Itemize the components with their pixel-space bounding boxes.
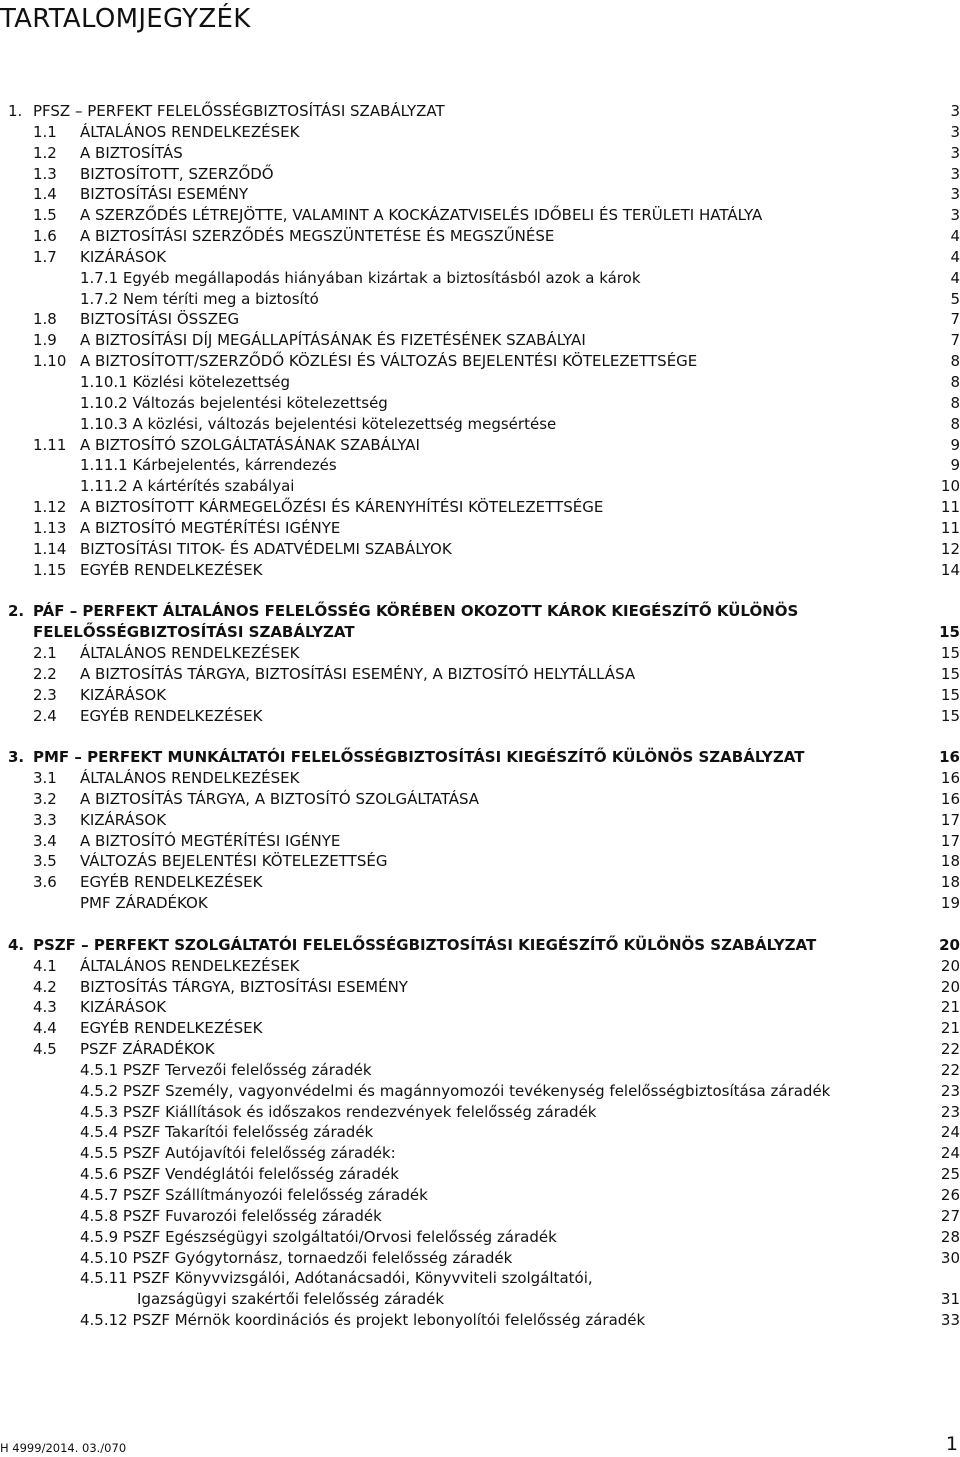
toc-entry-title: ÁLTALÁNOS RENDELKEZÉSEK — [80, 769, 300, 788]
toc-entry-page: 31 — [940, 1290, 960, 1309]
toc-entry-title: A BIZTOSÍTÁS TÁRGYA, A BIZTOSÍTÓ SZOLGÁLTATÁSA — [80, 789, 480, 808]
toc-entry-page: 7 — [950, 310, 960, 329]
toc-entry-page: 3 — [950, 206, 960, 225]
toc-entry[interactable] — [0, 1289, 960, 1310]
toc-entry-title: 4.5.8 PSZF Fuvarozói felelősség záradék — [80, 1206, 382, 1225]
toc-entry-page: 5 — [950, 289, 960, 308]
toc-entry-title: 4.5.5 PSZF Autójavítói felelősség záradék: — [80, 1144, 396, 1163]
toc-entry[interactable] — [0, 872, 960, 893]
toc-entry[interactable] — [0, 1102, 960, 1123]
toc-entry[interactable] — [0, 184, 960, 205]
toc-entry[interactable] — [0, 1227, 960, 1248]
toc-entry-page: 22 — [940, 1060, 960, 1079]
toc-entry-title: 4.5.2 PSZF Személy, vagyonvédelmi és magánnyomozói tevékenység felelősségbiztosítása záradék — [80, 1081, 831, 1100]
toc-entry[interactable] — [0, 205, 960, 226]
toc-entry-title: EGYÉB RENDELKEZÉSEK — [80, 560, 263, 579]
toc-entry[interactable] — [0, 643, 960, 664]
toc-entry-title: 4.5.6 PSZF Vendéglátói felelősség záradék — [80, 1165, 399, 1184]
toc-entry-title: A BIZTOSÍTÓ MEGTÉRÍTÉSI IGÉNYE — [80, 831, 341, 850]
toc-entry-number: 3.4 — [33, 831, 57, 850]
toc-entry-title: ÁLTALÁNOS RENDELKEZÉSEK — [80, 122, 300, 141]
toc-entry-title: EGYÉB RENDELKEZÉSEK — [80, 1019, 263, 1038]
toc-entry-title: BIZTOSÍTOTT, SZERZŐDŐ — [80, 164, 274, 183]
toc-entry-page: 30 — [940, 1248, 960, 1267]
toc-entry-number: 1.15 — [33, 560, 67, 579]
toc-entry-number: 1.6 — [33, 227, 57, 246]
toc-entry-title: EGYÉB RENDELKEZÉSEK — [80, 873, 263, 892]
toc-entry[interactable] — [0, 664, 960, 685]
toc-entry-page: 26 — [940, 1186, 960, 1205]
toc-entry[interactable] — [0, 268, 960, 289]
toc-entry-title: VÁLTOZÁS BEJELENTÉSI KÖTELEZETTSÉG — [80, 852, 388, 871]
toc-entry-title: 4.5.4 PSZF Takarítói felelősség záradék — [80, 1123, 374, 1142]
toc-entry-number: 1. — [8, 102, 23, 120]
toc-entry-title: 4.5.1 PSZF Tervezői felelősség záradék — [80, 1060, 372, 1079]
toc-entry[interactable] — [0, 393, 960, 414]
toc-entry-title: A BIZTOSÍTÓ SZOLGÁLTATÁSÁNAK SZABÁLYAI — [80, 435, 420, 454]
toc-entry[interactable] — [0, 330, 960, 351]
toc-entry[interactable] — [0, 289, 960, 310]
toc-entry-page: 27 — [940, 1206, 960, 1225]
toc-entry-number: 1.7 — [33, 247, 57, 266]
toc-entry-title: A SZERZŐDÉS LÉTREJÖTTE, VALAMINT A KOCKÁZATVISELÉS IDŐBELI ÉS TERÜLETI HATÁLYA — [80, 206, 763, 225]
toc-entry[interactable] — [0, 247, 960, 268]
toc-entry-number: 1.9 — [33, 331, 57, 350]
toc-entry-title: 1.11.1 Kárbejelentés, kárrendezés — [80, 456, 337, 475]
toc-entry-number: 1.1 — [33, 122, 57, 141]
page-title: TARTALOMJEGYZÉK — [0, 4, 251, 34]
toc-entry-page: 17 — [940, 831, 960, 850]
toc-entry-title: KIZÁRÁSOK — [80, 810, 167, 829]
toc-entry-number: 1.8 — [33, 310, 57, 329]
toc-entry[interactable] — [0, 706, 960, 727]
toc-entry-title: EGYÉB RENDELKEZÉSEK — [80, 706, 263, 725]
toc-entry-title: 1.11.2 A kártérítés szabályai — [80, 477, 295, 496]
toc-entry-page: 20 — [940, 956, 960, 975]
toc-entry-page: 15 — [940, 664, 960, 683]
toc-entry-page: 8 — [950, 414, 960, 433]
toc-entry-page: 16 — [940, 789, 960, 808]
toc-entry-title: PSZF ZÁRADÉKOK — [80, 1040, 215, 1059]
toc-entry-page: 33 — [940, 1311, 960, 1330]
toc-entry-page: 10 — [940, 477, 960, 496]
toc-entry-title: A BIZTOSÍTÁSI DÍJ MEGÁLLAPÍTÁSÁNAK ÉS FIZETÉSÉNEK SZABÁLYAI — [80, 331, 586, 350]
toc-entry-title: KIZÁRÁSOK — [80, 247, 167, 266]
toc-entry-title: 1.10.3 A közlési, változás bejelentési kötelezettség megsértése — [80, 414, 557, 433]
toc-entry[interactable] — [0, 601, 960, 622]
toc-entry-number: 1.10 — [33, 352, 67, 371]
toc-entry-number: 3.3 — [33, 810, 57, 829]
toc-entry-number: 3. — [8, 748, 25, 767]
toc-entry-title: PSZF – PERFEKT SZOLGÁLTATÓI FELELŐSSÉGBIZTOSÍTÁSI KIEGÉSZÍTŐ KÜLÖNÖS SZABÁLYZAT — [33, 935, 817, 954]
toc-entry-page: 7 — [950, 331, 960, 350]
toc-entry[interactable] — [0, 1164, 960, 1185]
toc-entry-page: 22 — [940, 1040, 960, 1059]
toc-entry-number: 4.2 — [33, 977, 57, 996]
toc-entry[interactable] — [0, 1268, 960, 1289]
toc-entry-number: 2.2 — [33, 664, 57, 683]
toc-entry-title: A BIZTOSÍTÁSI SZERZŐDÉS MEGSZÜNTETÉSE ÉS MEGSZŰNÉSE — [80, 227, 555, 246]
toc-entry-number: 4. — [8, 935, 25, 954]
toc-entry-page: 15 — [940, 706, 960, 725]
toc-entry-page: 17 — [940, 810, 960, 829]
toc-entry-page: 3 — [950, 185, 960, 204]
toc-entry[interactable] — [0, 518, 960, 539]
toc-entry-page: 15 — [940, 685, 960, 704]
toc-entry[interactable] — [0, 1185, 960, 1206]
toc-entry-number: 1.13 — [33, 518, 67, 537]
toc-entry-number: 4.5 — [33, 1040, 57, 1059]
toc-entry[interactable] — [0, 622, 960, 643]
toc-entry[interactable] — [0, 372, 960, 393]
toc-entry-number: 2.1 — [33, 643, 57, 662]
toc-entry-title: FELELŐSSÉGBIZTOSÍTÁSI SZABÁLYZAT — [33, 623, 355, 642]
toc-entry-page: 19 — [940, 894, 960, 913]
toc-entry-title: PMF – PERFEKT MUNKÁLTATÓI FELELŐSSÉGBIZTOSÍTÁSI KIEGÉSZÍTŐ KÜLÖNÖS SZABÁLYZAT — [33, 748, 805, 767]
toc-entry[interactable] — [0, 1310, 960, 1331]
toc-entry-title: A BIZTOSÍTOTT/SZERZŐDŐ KÖZLÉSI ÉS VÁLTOZÁS BEJELENTÉSI KÖTELEZETTSÉGE — [80, 352, 698, 371]
toc-entry-page: 11 — [940, 518, 960, 537]
toc-entry-page: 11 — [940, 498, 960, 517]
toc-entry[interactable] — [0, 789, 960, 810]
toc-entry[interactable] — [0, 1018, 960, 1039]
toc-entry-title: 1.10.1 Közlési kötelezettség — [80, 372, 291, 391]
toc-entry-title: A BIZTOSÍTÓ MEGTÉRÍTÉSI IGÉNYE — [80, 518, 341, 537]
toc-entry-page: 16 — [940, 769, 960, 788]
toc-entry-title: PFSZ – PERFEKT FELELŐSSÉGBIZTOSÍTÁSI SZABÁLYZAT — [33, 102, 445, 120]
toc-entry[interactable] — [0, 414, 960, 435]
toc-entry-number: 4.1 — [33, 956, 57, 975]
toc-entry-title: 1.7.2 Nem téríti meg a biztosító — [80, 289, 319, 308]
toc-entry-number: 1.5 — [33, 206, 57, 225]
toc-entry[interactable] — [0, 935, 960, 956]
toc-entry[interactable] — [0, 1206, 960, 1227]
toc-entry-page: 23 — [940, 1102, 960, 1121]
toc-entry[interactable] — [0, 164, 960, 185]
toc-entry-number: 1.3 — [33, 164, 57, 183]
toc-entry-number: 2. — [8, 602, 25, 621]
toc-entry-page: 4 — [950, 268, 960, 287]
toc-entry[interactable] — [0, 101, 960, 122]
toc-entry-page: 4 — [950, 247, 960, 266]
toc-entry-number: 1.14 — [33, 539, 67, 558]
toc-entry-number: 3.1 — [33, 769, 57, 788]
toc-entry-page: 12 — [940, 539, 960, 558]
toc-entry-title: PÁF – PERFEKT ÁLTALÁNOS FELELŐSSÉG KÖRÉBEN OKOZOTT KÁROK KIEGÉSZÍTŐ KÜLÖNÖS — [33, 602, 799, 621]
toc-entry[interactable] — [0, 122, 960, 143]
toc-entry[interactable] — [0, 831, 960, 852]
toc-entry-page: 4 — [950, 227, 960, 246]
toc-entry[interactable] — [0, 997, 960, 1018]
toc-entry-page: 28 — [940, 1227, 960, 1246]
toc-entry[interactable] — [0, 1143, 960, 1164]
toc-entry[interactable] — [0, 560, 960, 581]
toc-entry-page: 20 — [939, 935, 960, 954]
toc-entry[interactable] — [0, 435, 960, 456]
toc-entry-page: 3 — [950, 102, 960, 120]
toc-entry-page: 8 — [950, 393, 960, 412]
toc-entry-title: 1.7.1 Egyéb megállapodás hiányában kizártak a biztosításból azok a károk — [80, 268, 641, 287]
toc-entry-page: 20 — [940, 977, 960, 996]
toc-entry-page: 21 — [940, 998, 960, 1017]
toc-entry-title: BIZTOSÍTÁS TÁRGYA, BIZTOSÍTÁSI ESEMÉNY — [80, 977, 408, 996]
toc-entry-title: 4.5.10 PSZF Gyógytornász, tornaedzői felelősség záradék — [80, 1248, 513, 1267]
toc-entry-number: 1.2 — [33, 143, 57, 162]
toc-entry-title: 4.5.3 PSZF Kiállítások és időszakos rendezvények felelősség záradék — [80, 1102, 597, 1121]
toc-entry-title: 4.5.9 PSZF Egészségügyi szolgáltatói/Orvosi felelősség záradék — [80, 1227, 557, 1246]
toc-entry-page: 15 — [940, 643, 960, 662]
toc-entry-page: 24 — [940, 1144, 960, 1163]
toc-entry-title: PMF ZÁRADÉKOK — [80, 894, 208, 913]
toc-entry[interactable] — [0, 685, 960, 706]
toc-entry-title: A BIZTOSÍTÁS TÁRGYA, BIZTOSÍTÁSI ESEMÉNY, A BIZTOSÍTÓ HELYTÁLLÁSA — [80, 664, 636, 683]
toc-entry[interactable] — [0, 1081, 960, 1102]
toc-entry[interactable] — [0, 1060, 960, 1081]
toc-entry[interactable] — [0, 977, 960, 998]
toc-entry[interactable] — [0, 851, 960, 872]
toc-entry[interactable] — [0, 309, 960, 330]
toc-entry[interactable] — [0, 747, 960, 768]
toc-entry-number: 4.3 — [33, 998, 57, 1017]
toc-entry-page: 3 — [950, 143, 960, 162]
toc-entry-page: 9 — [950, 456, 960, 475]
toc-entry-page: 3 — [950, 164, 960, 183]
toc-entry-page: 18 — [940, 852, 960, 871]
toc-entry-title: Igazságügyi szakértői felelősség záradék — [137, 1290, 445, 1309]
toc-entry-number: 2.3 — [33, 685, 57, 704]
toc-entry[interactable] — [0, 893, 960, 914]
toc-entry[interactable] — [0, 143, 960, 164]
toc-entry[interactable] — [0, 1248, 960, 1269]
toc-entry[interactable] — [0, 768, 960, 789]
toc-entry-number: 1.4 — [33, 185, 57, 204]
toc-entry-page: 9 — [950, 435, 960, 454]
toc-entry[interactable] — [0, 226, 960, 247]
toc-entry[interactable] — [0, 476, 960, 497]
toc-entry[interactable] — [0, 1039, 960, 1060]
toc-entry-page: 24 — [940, 1123, 960, 1142]
page-number: 1 — [945, 1433, 958, 1455]
toc-entry-number: 3.5 — [33, 852, 57, 871]
toc-entry-title: ÁLTALÁNOS RENDELKEZÉSEK — [80, 643, 300, 662]
toc-entry-title: KIZÁRÁSOK — [80, 685, 167, 704]
toc-entry-page: 16 — [939, 748, 960, 767]
toc-entry-number: 2.4 — [33, 706, 57, 725]
toc-entry-title: KIZÁRÁSOK — [80, 998, 167, 1017]
toc-entry[interactable] — [0, 455, 960, 476]
toc-entry-page: 25 — [940, 1165, 960, 1184]
toc-entry[interactable] — [0, 810, 960, 831]
table-of-contents — [0, 101, 960, 1331]
toc-entry-number: 4.4 — [33, 1019, 57, 1038]
toc-entry-title: ÁLTALÁNOS RENDELKEZÉSEK — [80, 956, 300, 975]
toc-entry-page: 21 — [940, 1019, 960, 1038]
toc-entry-page: 14 — [940, 560, 960, 579]
toc-entry[interactable] — [0, 497, 960, 518]
toc-entry-page: 23 — [940, 1081, 960, 1100]
toc-entry[interactable] — [0, 956, 960, 977]
toc-entry-number: 3.2 — [33, 789, 57, 808]
toc-entry-page: 15 — [939, 623, 960, 642]
toc-entry-title: BIZTOSÍTÁSI TITOK- ÉS ADATVÉDELMI SZABÁLYOK — [80, 539, 452, 558]
toc-entry[interactable] — [0, 539, 960, 560]
document-code: H 4999/2014. 03./070 — [0, 1441, 127, 1455]
toc-entry-title: 4.5.11 PSZF Könyvvizsgálói, Adótanácsadói, Könyvviteli szolgáltatói, — [80, 1269, 593, 1288]
toc-entry-page: 18 — [940, 873, 960, 892]
toc-entry-page: 3 — [950, 122, 960, 141]
toc-entry-title: A BIZTOSÍTÁS — [80, 143, 183, 162]
toc-entry-title: 1.10.2 Változás bejelentési kötelezettség — [80, 393, 388, 412]
toc-entry-title: BIZTOSÍTÁSI ESEMÉNY — [80, 185, 249, 204]
toc-entry-title: 4.5.12 PSZF Mérnök koordinációs és projekt lebonyolítói felelősség záradék — [80, 1311, 646, 1330]
toc-entry-number: 3.6 — [33, 873, 57, 892]
toc-entry[interactable] — [0, 1122, 960, 1143]
toc-entry-title: A BIZTOSÍTOTT KÁRMEGELŐZÉSI ÉS KÁRENYHÍTÉSI KÖTELEZETTSÉGE — [80, 498, 604, 517]
toc-entry-number: 1.12 — [33, 498, 67, 517]
toc-entry[interactable] — [0, 351, 960, 372]
toc-entry-number: 1.11 — [33, 435, 67, 454]
toc-entry-title: 4.5.7 PSZF Szállítmányozói felelősség záradék — [80, 1186, 428, 1205]
toc-entry-page: 8 — [950, 352, 960, 371]
toc-entry-page: 8 — [950, 372, 960, 391]
toc-entry-title: BIZTOSÍTÁSI ÖSSZEG — [80, 310, 240, 329]
